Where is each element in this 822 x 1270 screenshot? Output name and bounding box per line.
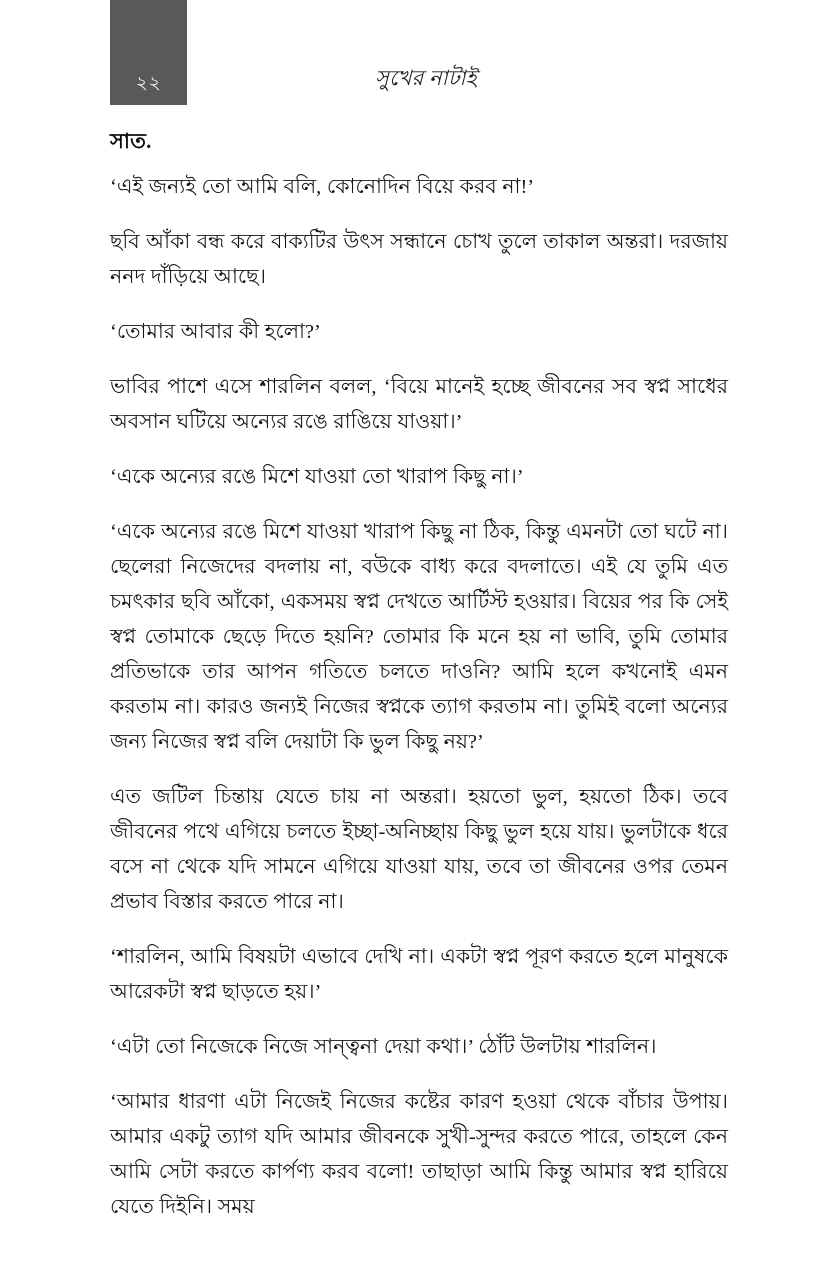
running-head-title: সুখের নাটাই bbox=[374, 66, 478, 90]
page-header bbox=[0, 0, 822, 112]
body-text-column bbox=[110, 128, 728, 1225]
chapter-heading: সাত. bbox=[110, 129, 152, 153]
paragraph-container bbox=[110, 170, 728, 1225]
body-paragraph: ‘আমার ধারণা এটা নিজেই নিজের কষ্টের কারণ হওয়া থেকে বাঁচার উপায়। আমার একটু ত্যাগ যদি আমার জীবনকে সুখী-সুন্দর করতে পারে, তাহলে কেন আমি সেটা করতে কার্পণ্য করব বলো! তাছাড়া আমি কিন্তু আমার স্বপ্ন হারিয়ে যেতে দিইনি। সময় bbox=[110, 1091, 728, 1219]
body-paragraph: ‘তোমার আবার কী হলো?’ bbox=[110, 321, 321, 344]
body-paragraph: ‘এটা তো নিজেকে নিজে সান্ত্বনা দেয়া কথা।’ ঠোঁট উলটায় শারলিন। bbox=[110, 1036, 657, 1059]
body-paragraph: ‘একে অন্যের রঙে মিশে যাওয়া তো খারাপ কিছু না।’ bbox=[110, 466, 524, 489]
body-paragraph: এত জটিল চিন্তায় যেতে চায় না অন্তরা। হয়তো ভুল, হয়তো ঠিক। তবে জীবনের পথে এগিয়ে চলতে ইচ্ছা-অনিচ্ছায় কিছু ভুল হয়ে যায়। ভুলটাকে ধরে বসে না থেকে যদি সামনে এগিয়ে যাওয়া যায়, তবে তা জীবনের ওপর তেমন প্রভাব বিস্তার করতে পারে না। bbox=[110, 786, 728, 914]
body-paragraph: ‘একে অন্যের রঙে মিশে যাওয়া খারাপ কিছু না ঠিক, কিন্তু এমনটা তো ঘটে না। ছেলেরা নিজেদের বদলায় না, বউকে বাধ্য করে বদলাতে। এই যে তুমি এত চমৎকার ছবি আঁকো, একসময় স্বপ্ন দেখতে আর্টিস্ট হওয়ার। বিয়ের পর কি সেই স্বপ্ন তোমাকে ছেড়ে দিতে হয়নি? তোমার কি মনে হয় না ভাবি, তুমি তোমার প্রতিভাকে তার আপন গতিতে চলতে দাওনি? আমি হলে কখনোই এমন করতাম না। কারও জন্যই নিজের স্বপ্নকে ত্যাগ করতাম না। তুমিই বলো অন্যের জন্য নিজের স্বপ্ন বলি দেয়াটা কি ভুল কিছু নয়?’ bbox=[110, 521, 728, 754]
body-paragraph: ছবি আঁকা বন্ধ করে বাক্যটির উৎস সন্ধানে চোখ তুলে তাকাল অন্তরা। দরজায় ননদ দাঁড়িয়ে আছে। bbox=[110, 231, 728, 289]
body-paragraph: ‘শারলিন, আমি বিষয়টা এভাবে দেখি না। একটা স্বপ্ন পূরণ করতে হলে মানুষকে আরেকটা স্বপ্ন ছাড়তে হয়।’ bbox=[110, 946, 728, 1004]
page-number: ২২ bbox=[135, 73, 162, 94]
body-paragraph: ‘এই জন্যই তো আমি বলি, কোনোদিন বিয়ে করব না!’ bbox=[110, 176, 535, 199]
body-paragraph: ভাবির পাশে এসে শারলিন বলল, ‘বিয়ে মানেই হচ্ছে জীবনের সব স্বপ্ন সাধের অবসান ঘটিয়ে অন্যের রঙে রাঙিয়ে যাওয়া।’ bbox=[110, 376, 728, 434]
